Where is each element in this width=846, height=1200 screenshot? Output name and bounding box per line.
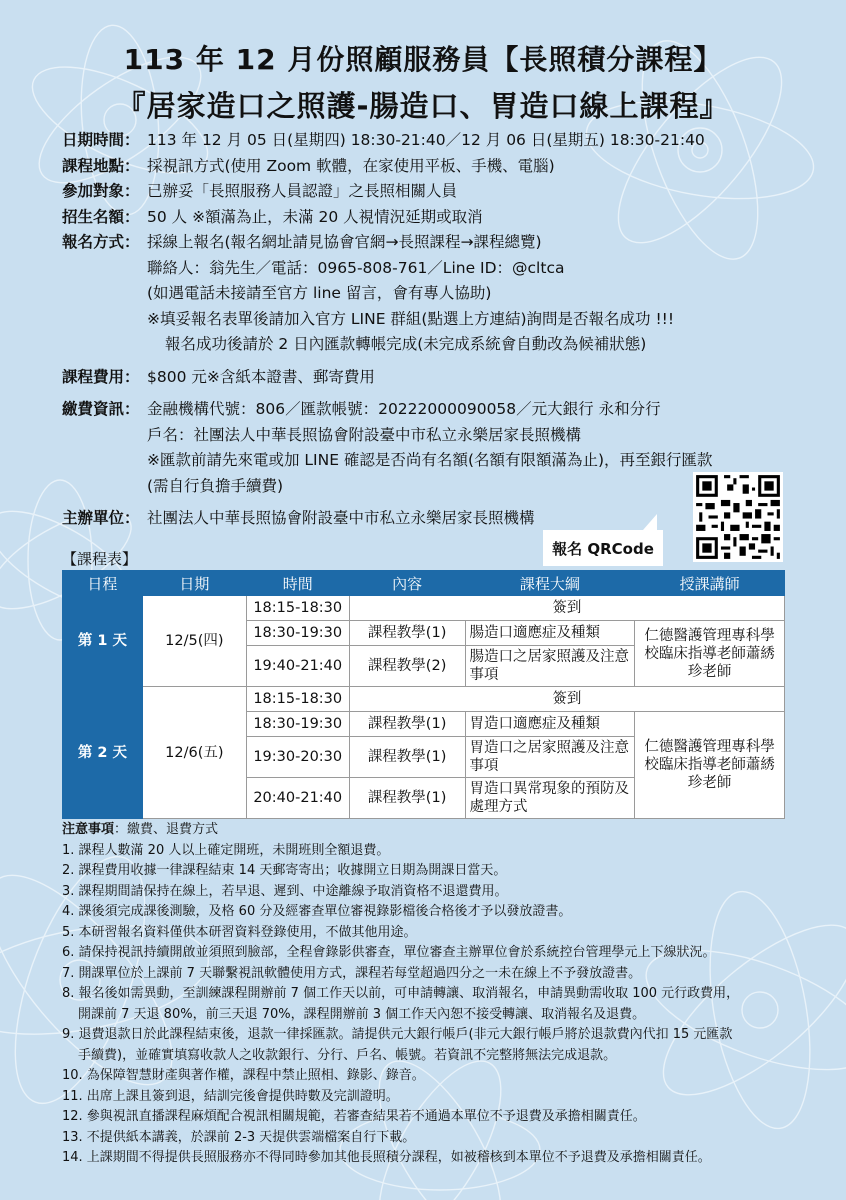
note-item-continued: 開課前 7 天退 80%，前三天退 70%，課程開辦前 3 個工作天內恕不接受轉讓、取消報名及退費。 (78, 1006, 646, 1022)
note-item: 7. 開課單位於上課前 7 天聯繫視訊軟體使用方式，課程若每堂超過四分之一未在線上不予發放證書。 (62, 965, 642, 981)
payment-note-2: (需自行負擔手續費) (147, 476, 284, 495)
content-cell: 課程教學(2) (349, 646, 465, 687)
schedule-label: 【課程表】 (62, 550, 138, 568)
time-cell: 19:30-20:30 (246, 737, 349, 778)
header-content: 內容 (349, 571, 465, 596)
payment-account-name: 戶名：社團法人中華長照協會附設臺中市私立永樂居家長照機構 (147, 425, 582, 444)
outline-cell: 腸造口之居家照護及注意事項 (465, 646, 635, 687)
day-2-cell: 第 2 天 (63, 687, 143, 819)
location-value: 採視訊方式(使用 Zoom 軟體，在家使用平板、手機、電腦) (147, 156, 555, 175)
checkin-cell: 簽到 (349, 596, 784, 621)
header-teacher: 授課講師 (635, 571, 785, 596)
header-time: 時間 (246, 571, 349, 596)
time-cell: 18:15-18:30 (246, 687, 349, 712)
note-item: 12. 參與視訊直播課程麻煩配合視訊相關規範，若審查結果若不通過本單位不予退費及承擔相關責任。 (62, 1109, 646, 1124)
day-1-cell: 第 1 天 (63, 596, 143, 687)
note-item: 3. 課程期間請保持在線上，若早退、遲到、中途離線予取消資格不退還費用。 (62, 883, 508, 899)
time-cell: 20:40-21:40 (246, 778, 349, 819)
payment-row (62, 397, 822, 423)
notes-heading: 注意事項 (62, 822, 115, 837)
payment-note: ※匯款前請先來電或加 LINE 確認是否尚有名額(名額有限額滿為止)，再至銀行匯款 (147, 451, 713, 469)
target-value: 已辦妥「長照服務人員認證」之長照相關人員 (147, 182, 458, 200)
fee-value: $800 元※含紙本證書、郵寄費用 (147, 367, 375, 386)
note-item: 9. 退費退款日於此課程結束後，退款一律採匯款。請提供元大銀行帳戶(非元大銀行帳戶將於退款費內代扣 15 元匯款 (62, 1027, 733, 1042)
register-row (62, 230, 822, 256)
note-item: 8. 報名後如需異動，至訓練課程開辦前 7 個工作天以前，可申請轉讓、取消報名，申請異動需收取 100 元行政費用， (62, 986, 740, 1001)
register-warning-2: 報名成功後請於 2 日內匯款轉帳完成(未完成系統會自動改為候補狀態) (165, 335, 647, 353)
quota-value: 50 人 ※額滿為止，未滿 20 人視情況延期或取消 (147, 207, 483, 226)
time-cell: 18:30-19:30 (246, 621, 349, 646)
notes-section (62, 820, 822, 1169)
outline-cell: 胃造口之居家照護及注意事項 (465, 737, 635, 778)
content-cell: 課程教學(1) (349, 712, 465, 737)
table-row (63, 596, 785, 621)
note-item: 13. 不提供紙本講義，於課前 2-3 天提供雲端檔案自行下載。 (62, 1129, 416, 1145)
notes-heading-row (62, 820, 822, 841)
note-item: 2. 課程費用收據一律課程結束 14 天郵寄寄出；收據開立日期為開課日當天。 (62, 863, 507, 878)
organizer-value: 社團法人中華長照協會附設臺中市私立永樂居家長照機構 (147, 509, 535, 527)
teacher-cell: 仁德醫護管理專科學校臨床指導老師蕭綉珍老師 (635, 621, 785, 687)
note-item: 5. 本研習報名資料僅供本研習資料登錄使用，不做其他用途。 (62, 924, 417, 940)
teacher-cell: 仁德醫護管理專科學校臨床指導老師蕭綉珍老師 (635, 712, 785, 819)
time-cell: 18:15-18:30 (246, 596, 349, 621)
header-outline: 課程大綱 (465, 571, 635, 596)
fee-label: 課程費用： (62, 367, 140, 386)
qr-code-icon (693, 472, 783, 562)
location-row (62, 154, 822, 180)
register-warning: ※填妥報名表單後請加入官方 LINE 群組(點選上方連結)詢問是否報名成功 !!! (147, 309, 675, 328)
table-row (63, 687, 785, 712)
date-row (62, 128, 822, 154)
organizer-label: 主辦單位： (62, 509, 140, 527)
notes-heading-suffix: ：繳費、退費方式 (114, 822, 219, 837)
time-cell: 19:40-21:40 (246, 646, 349, 687)
outline-cell: 胃造口異常現象的預防及處理方式 (465, 778, 635, 819)
time-cell: 18:30-19:30 (246, 712, 349, 737)
register-value: 採線上報名(報名網址請見協會官網→長照課程→課程總覽) (147, 233, 542, 251)
course-schedule-table (62, 570, 785, 819)
day-1-date: 12/5(四) (142, 596, 246, 687)
note-item: 10. 為保障智慧財產與著作權，課程中禁止照相、錄影、錄音。 (62, 1068, 425, 1083)
content-cell: 課程教學(1) (349, 737, 465, 778)
quota-label: 招生名額： (62, 207, 140, 226)
checkin-cell: 簽到 (349, 687, 784, 712)
note-item: 11. 出席上課且簽到退，結訓完後會提供時數及完訓證明。 (62, 1088, 399, 1104)
title-line-1: 113 年 12 月份照顧服務員【長照積分課程】 (123, 43, 723, 76)
content-cell: 課程教學(1) (349, 778, 465, 819)
table-header-row (63, 571, 785, 596)
note-item: 6. 請保持視訊持續開啟並須照到臉部，全程會錄影供審查，單位審查主辦單位會於系統控台管理學元上下線狀況。 (62, 945, 716, 960)
header-date: 日期 (142, 571, 246, 596)
note-item: 4. 課後須完成課後測驗，及格 60 分及經審查單位審視錄影檔後合格後才予以發放證書。 (62, 904, 572, 919)
date-label: 日期時間： (62, 131, 140, 149)
location-label: 課程地點： (62, 156, 140, 175)
registration-qr-code[interactable] (693, 472, 783, 562)
note-item-continued: 手續費)，並確實填寫收款人之收款銀行、分行、戶名、帳號。若資訊不完整將無法完成退款。 (78, 1047, 617, 1063)
note-item: 1. 課程人數滿 20 人以上確定開班，未開班則全額退費。 (62, 842, 390, 858)
target-label: 參加對象： (62, 182, 140, 200)
note-item: 14. 上課期間不得提供長照服務亦不得同時參加其他長照積分課程，如被稽核到本單位不予退費及承擔相關責任。 (62, 1150, 711, 1165)
date-value: 113 年 12 月 05 日(星期四) 18:30-21:40／12 月 06 日(星期五) 18:30-21:40 (147, 131, 705, 149)
course-info (62, 128, 822, 532)
content-cell: 課程教學(1) (349, 621, 465, 646)
register-contact: 聯絡人：翁先生／電話：0965-808-761／Line ID：@cltca (147, 258, 565, 277)
register-line-note: (如遇電話未接請至官方 line 留言，會有專人協助) (147, 284, 492, 302)
target-row (62, 179, 822, 205)
quota-row (62, 205, 822, 231)
title-line-2: 『居家造口之照護-腸造口、胃造口線上課程』 (116, 89, 730, 123)
payment-label: 繳費資訊： (62, 400, 140, 418)
qr-code-label: 報名 QRCode (543, 530, 663, 566)
register-label: 報名方式： (62, 233, 140, 251)
fee-row (62, 365, 822, 391)
outline-cell: 胃造口適應症及種類 (465, 712, 635, 737)
header-day: 日程 (63, 571, 143, 596)
outline-cell: 腸造口適應症及種類 (465, 621, 635, 646)
payment-value: 金融機構代號：806／匯款帳號：20222000090058／元大銀行 永和分行 (147, 400, 661, 418)
day-2-date: 12/6(五) (142, 687, 246, 819)
